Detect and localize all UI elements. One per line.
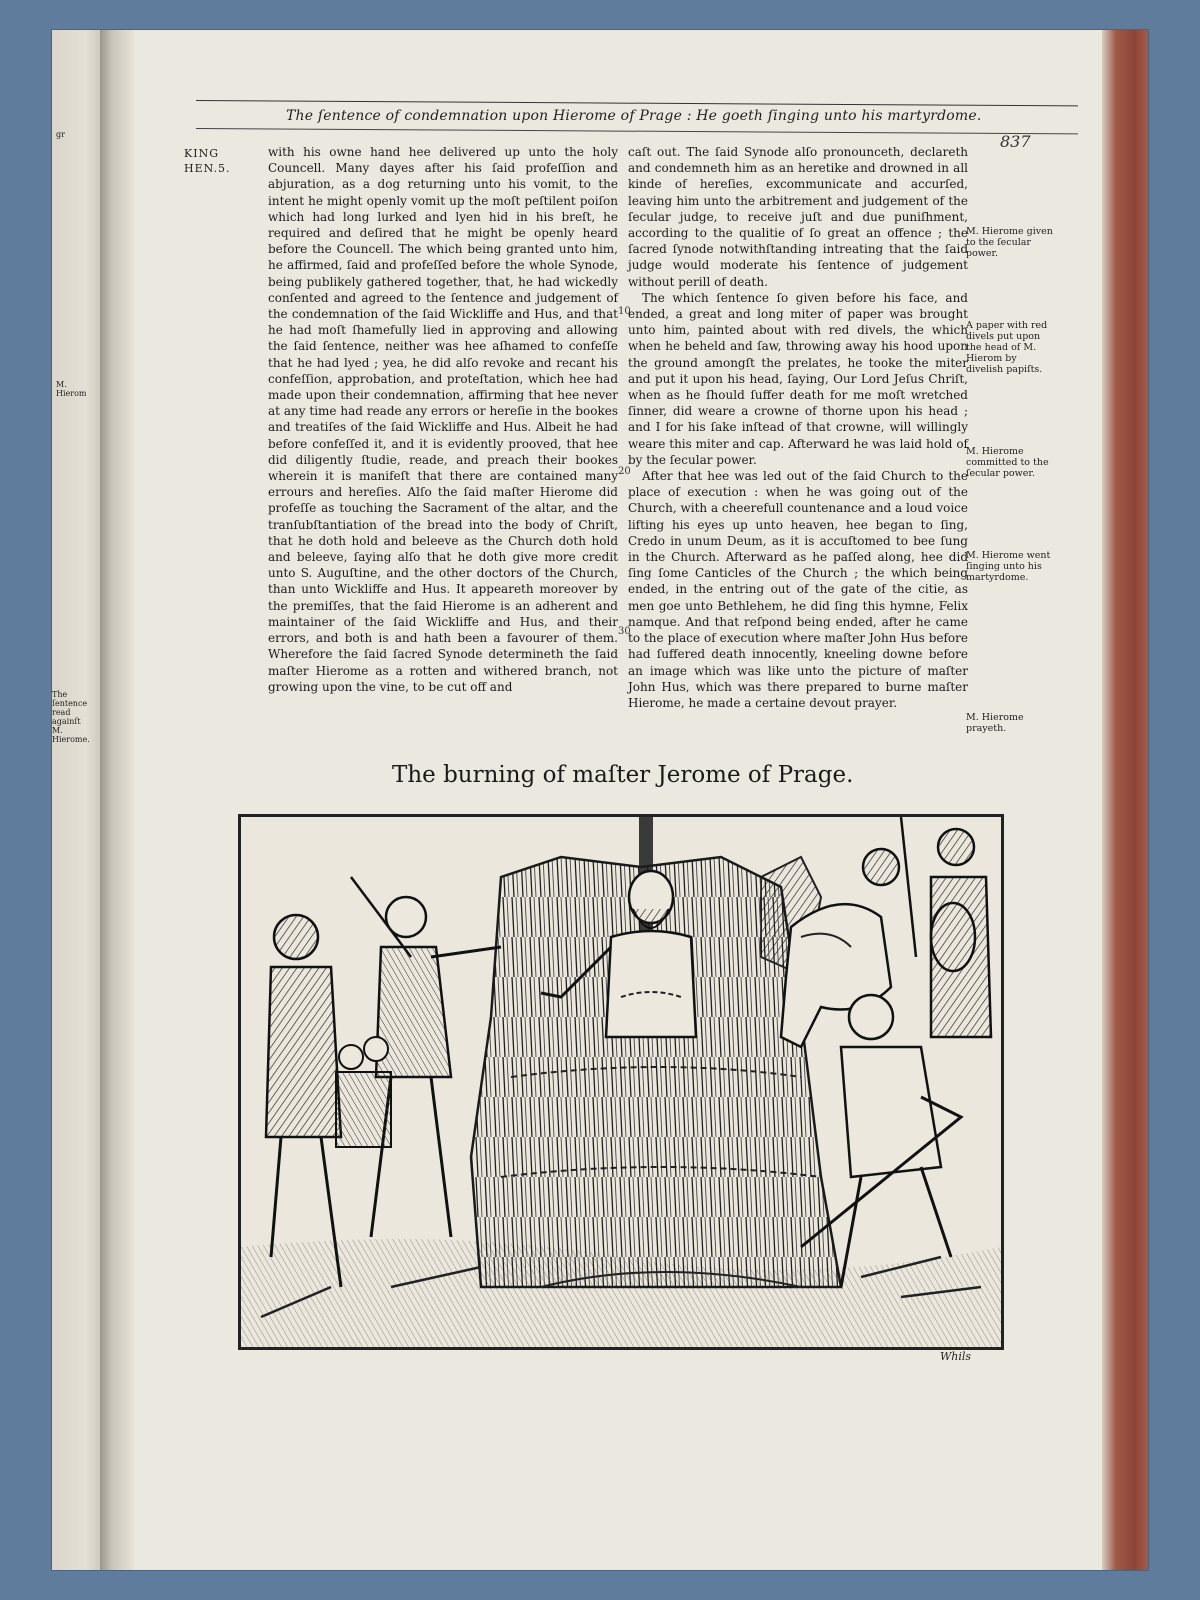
line-number: 20: [618, 466, 631, 477]
line-number: 30: [618, 626, 631, 637]
text-column-left: [268, 144, 618, 695]
header-rule: [196, 100, 1078, 106]
margin-note: M. Hierome went ſinging unto his martyrdome.: [966, 550, 1051, 583]
book-gutter: [100, 30, 134, 1570]
photo-frame: [52, 30, 1148, 1570]
margin-note: M. Hierome committed to the ſecular power.: [966, 446, 1049, 479]
section-label-line: HEN.5.: [184, 162, 231, 175]
left-margin-note: gr: [56, 130, 65, 139]
running-head: The ſentence of condemnation upon Hierome of Prage : He goeth ſinging unto his martyrdome.: [286, 108, 982, 124]
woodcut-drawing: [241, 817, 1001, 1347]
section-label-line: KING: [184, 147, 219, 160]
woodcut-illustration: [238, 814, 1004, 1350]
margin-note: M. Hierome given to the ſecular power.: [966, 226, 1053, 259]
margin-note: A paper with red divels put upon the head of M. Hierom by divelish papiſts.: [966, 320, 1048, 375]
left-margin-note: The ſentence read againſt M. Hierome.: [52, 690, 90, 744]
left-page-edge: [52, 30, 100, 1570]
header-rule: [196, 128, 1078, 134]
line-number: 10: [618, 306, 631, 317]
paragraph: After that hee was led out of the ſaid Church to the place of execution : when he was going out of the Church, with a cheerefull countenance and a loud voice lifting his eyes up unto heaven, hee began to ſing, Credo in unum Deum, as it is accuſtomed to bee ſung in the Church. Afterward as he paſſed along, hee did ſing ſome Canticles of the Church ; the which being ended, in the entring out of the gate of the citie, as men goe unto Bethlehem, he did ſing this hymne, Felix namque. And that reſpond being ended, after he came to the place of execution where maſter John Hus before had ſuffered death innocently, kneeling downe before an image which was like unto the picture of maſter John Hus, which was there prepared to burne maſter Hierome, he made a certaine devout prayer.: [628, 469, 968, 710]
left-margin-note: M. Hierom: [56, 380, 87, 398]
section-label: [184, 146, 231, 176]
paragraph: The which ſentence ſo given before his face, and ended, a great and long miter of paper was brought unto him, painted about with red divels, the which when he beheld and ſaw, throwing away his hood upon the ground amongſt the prelates, he tooke the miter and put it upon his head, ſaying, Our Lord Jeſus Chriſt, when as he ſhould ſuffer death for me moſt wretched ſinner, did weare a crowne of thorne upon his head ; and I for his ſake inſtead of that crowne, will willingly weare this miter and cap. Afterward he was laid hold of by the ſecular power.: [628, 290, 968, 467]
margin-note: M. Hierome prayeth.: [966, 712, 1024, 734]
text-column-right: [628, 144, 968, 711]
illustration-caption: The burning of maſter Jerome of Prage.: [392, 762, 854, 788]
book-page: [134, 30, 1102, 1570]
page-number: 837: [1000, 132, 1031, 151]
engraver-signature: Whils: [940, 1350, 972, 1363]
page-edge-red: [1102, 30, 1148, 1570]
onlookers: [336, 1037, 391, 1147]
paragraph: caſt out. The ſaid Synode alſo pronounceth, declareth and condemneth him as an heretike and drowned in all kinde of hereſies, excommunicate and accurſed, leaving him unto the arbitrement and judgement of the ſecular judge, to receive juſt and due puniſhment, according to the qualitie of ſo great an offence ; the ſacred ſynode notwithſtanding intreating that the ſaid judge would moderate his ſentence of judgement without perill of death.: [628, 145, 968, 289]
paragraph: with his owne hand hee delivered up unto the holy Councell. Many dayes after his ſaid profeſſion and abjuration, as a dog returning unto his vomit, to the intent he might openly vomit up the moſt peſtilent poiſon which had long lurked and lyen hid in his breſt, he required and deſired that he might be openly heard before the Councell. The which being granted unto him, he affirmed, ſaid and profeſſed before the whole Synode, being publikely gathered together, that, he had wickedly conſented and agreed to the ſentence and judgement of the condemnation of the ſaid Wickliffe and Hus, and that he had moſt ſhamefully lied in approving and allowing the ſaid ſentence, neither was hee aſhamed to confeſſe that he had lyed ; yea, he did alſo revoke and recant his confeſſion, approbation, and proteſtation, which hee had made upon their condemnation, affirming that hee never at any time had reade any errors or hereſie in the bookes and treatiſes of the ſaid Wickliffe and Hus. Albeit he had before confeſſed it, and it is evidently prooved, that hee did diligently ſtudie, reade, and preach their bookes wherein it is manifeſt that there are contained many errours and hereſies. Alſo the ſaid maſter Hierome did profeſſe as touching the Sacrament of the altar, and the tranſubſtantiation of the bread into the body of Chriſt, that he doth hold and beleeve as the Church doth hold and beleeve, ſaying alſo that he doth give more credit unto S. Auguſtine, and the other doctors of the Church, than unto Wickliffe and Hus. It appeareth moreover by the premiſſes, that the ſaid Hierome is an adherent and maintainer of the ſaid Wickliffe and Hus, and their errors, and both is and hath been a favourer of them. Wherefore the ſaid ſacred Synode determineth the ſaid maſter Hierome as a rotten and withered branch, not growing upon the vine, to be cut off and: [268, 145, 618, 694]
